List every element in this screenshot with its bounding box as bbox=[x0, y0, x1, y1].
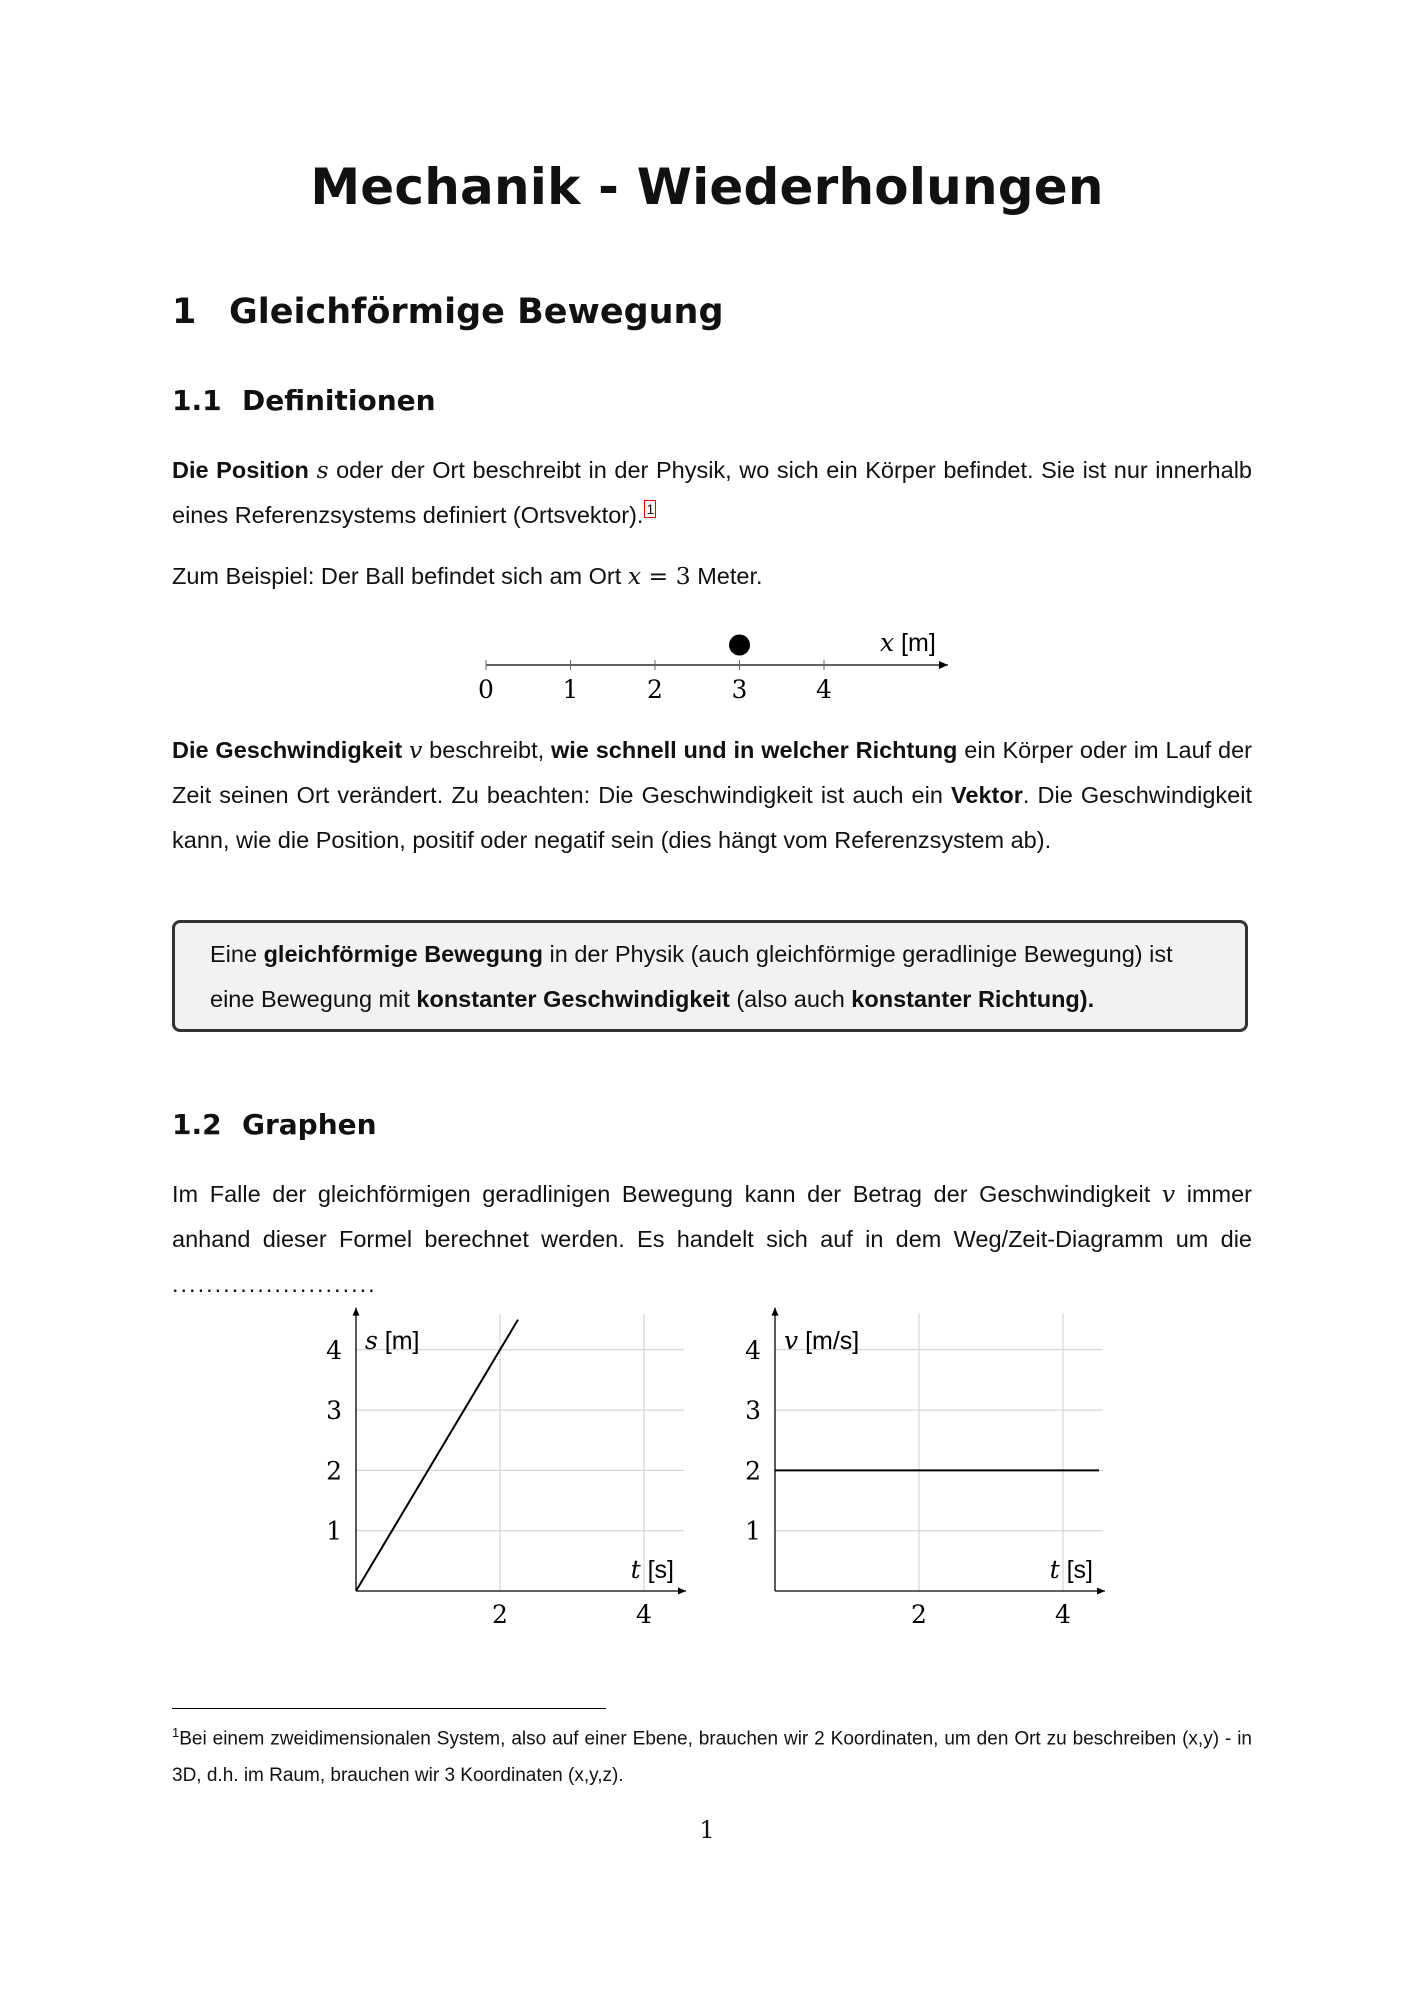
x-tick-label: 2 bbox=[911, 1600, 927, 1629]
y-axis-variable: v bbox=[784, 1325, 799, 1355]
example-text: Zum Beispiel: Der Ball befindet sich am Ort bbox=[172, 563, 628, 589]
y-tick-label: 2 bbox=[326, 1456, 342, 1486]
y-tick-label: 4 bbox=[745, 1335, 761, 1365]
page-number: 1 bbox=[699, 1816, 715, 1844]
x-axis-unit: [s] bbox=[640, 1556, 674, 1584]
section-title: Gleichförmige Bewegung bbox=[229, 292, 724, 332]
box-term-uniform-motion: gleichförmige Bewegung bbox=[263, 941, 543, 967]
axis-variable: x bbox=[880, 628, 895, 657]
axis-unit: [m] bbox=[894, 629, 936, 657]
fill-in-blank: ........................ bbox=[172, 1271, 377, 1297]
x-axis-arrow bbox=[1097, 1588, 1105, 1595]
y-axis-unit: [m/s] bbox=[798, 1326, 860, 1355]
example-paragraph bbox=[172, 554, 1252, 599]
y-tick-label: 3 bbox=[326, 1396, 342, 1426]
box-text-2: in der Physik (auch gleichförmige geradlinige Bewegung) ist eine Bewegung mit bbox=[210, 941, 1173, 1012]
ball-marker bbox=[729, 635, 750, 656]
x-axis-label bbox=[631, 1555, 674, 1584]
page-title: Mechanik - Wiederholungen bbox=[310, 158, 1104, 216]
definition-box bbox=[172, 920, 1248, 1032]
y-axis-arrow bbox=[772, 1308, 779, 1316]
number-line-tick-label: 2 bbox=[647, 675, 663, 704]
graphs-text-2: immer anhand dieser Formel berechnet werden. Es handelt sich auf in dem Weg/Zeit-Diagramm um die bbox=[172, 1181, 1252, 1252]
number-line-tick-label: 0 bbox=[478, 675, 494, 704]
number-line-arrow bbox=[939, 661, 948, 669]
x-axis-variable: t bbox=[630, 1555, 641, 1584]
x-tick-label: 2 bbox=[492, 1600, 508, 1629]
number-line-tick-label: 4 bbox=[816, 675, 832, 704]
velocity-definition-paragraph bbox=[172, 728, 1252, 863]
position-definition-paragraph bbox=[172, 448, 1252, 538]
example-unit: Meter. bbox=[690, 563, 763, 589]
graphs-text-1: Im Falle der gleichförmigen geradlinigen Bewegung kann der Betrag der Geschwindigkeit bbox=[172, 1181, 1162, 1207]
number-line-tick-label: 3 bbox=[731, 675, 748, 704]
box-term-constant-direction: konstanter Richtung). bbox=[851, 986, 1095, 1012]
x-axis-arrow bbox=[678, 1588, 686, 1595]
x-tick-label: 4 bbox=[1055, 1600, 1071, 1629]
subsection-title: Graphen bbox=[242, 1108, 377, 1141]
footnote-rule bbox=[172, 1708, 606, 1709]
subsection-title: Definitionen bbox=[242, 384, 436, 417]
subsection-number: 1.2 bbox=[172, 1108, 222, 1141]
velocity-text-1: beschreibt, bbox=[422, 737, 551, 763]
y-axis-unit: [m] bbox=[377, 1326, 420, 1355]
footnote-reference[interactable]: 1 bbox=[646, 501, 655, 518]
y-tick-label: 1 bbox=[326, 1516, 342, 1546]
x-axis-unit: [s] bbox=[1059, 1556, 1093, 1584]
number-line-axis-label bbox=[880, 628, 936, 657]
definition-box-text bbox=[210, 932, 1220, 1022]
x-tick-label: 4 bbox=[636, 1600, 652, 1629]
number-line-tick-label: 1 bbox=[562, 675, 579, 704]
box-text-1: Eine bbox=[210, 941, 264, 967]
footnote bbox=[172, 1714, 1252, 1794]
subsection-heading-graphs bbox=[172, 1108, 377, 1141]
y-axis-label bbox=[365, 1326, 420, 1355]
y-tick-label: 1 bbox=[745, 1516, 761, 1546]
velocity-text-2: ein Körper oder im Lauf der Zeit seinen Ort verändert. Zu beachten: Die Geschwindigkeit ist auch ein bbox=[172, 737, 1252, 808]
var-v: v bbox=[1161, 1180, 1176, 1208]
chart-1 bbox=[326, 1308, 686, 1629]
section-heading bbox=[172, 292, 724, 332]
math-equals: = 3 bbox=[641, 562, 691, 590]
velocity-text-3: . Die Geschwindigkeit kann, wie die Position, positif oder negatif sein (dies hängt vom Referenzsystem ab). bbox=[172, 782, 1252, 853]
term-velocity: Die Geschwindigkeit bbox=[172, 737, 403, 763]
box-term-constant-velocity: konstanter Geschwindigkeit bbox=[416, 986, 730, 1012]
var-x: x bbox=[627, 562, 642, 590]
box-text-3: (also auch bbox=[729, 986, 852, 1012]
footnote-text: Bei einem zweidimensionalen System, also auf einer Ebene, brauchen wir 2 Koordinaten, um den Ort zu beschreiben (x,y) - in 3D, d.h. im Raum, brauchen wir 3 Koordinaten (x,y,z). bbox=[172, 1728, 1252, 1787]
subsection-number: 1.1 bbox=[172, 384, 222, 417]
x-axis-label bbox=[1050, 1555, 1093, 1584]
y-axis-label bbox=[784, 1326, 859, 1355]
y-tick-label: 2 bbox=[745, 1456, 761, 1486]
subsection-heading-definitions bbox=[172, 384, 436, 417]
term-vector: Vektor bbox=[951, 782, 1023, 808]
position-text: oder der Ort beschreibt in der Physik, wo sich ein Körper befindet. Sie ist nur innerhalb eines Referenzsystems definiert (Ortsvektor). bbox=[172, 457, 1252, 528]
var-v: v bbox=[409, 736, 423, 764]
velocity-emphasis: wie schnell und in welcher Richtung bbox=[550, 737, 958, 763]
y-tick-label: 3 bbox=[745, 1396, 761, 1426]
chart-2 bbox=[745, 1308, 1105, 1629]
footnote-mark: 1 bbox=[172, 1725, 180, 1740]
section-number: 1 bbox=[172, 292, 197, 332]
y-axis-variable: s bbox=[365, 1325, 378, 1355]
y-tick-label: 4 bbox=[326, 1335, 342, 1365]
var-s: s bbox=[316, 456, 329, 484]
y-axis-arrow bbox=[353, 1308, 360, 1316]
series-line bbox=[356, 1320, 518, 1591]
graphs-paragraph bbox=[172, 1172, 1252, 1307]
x-axis-variable: t bbox=[1049, 1555, 1060, 1584]
term-position: Die Position bbox=[172, 457, 309, 483]
